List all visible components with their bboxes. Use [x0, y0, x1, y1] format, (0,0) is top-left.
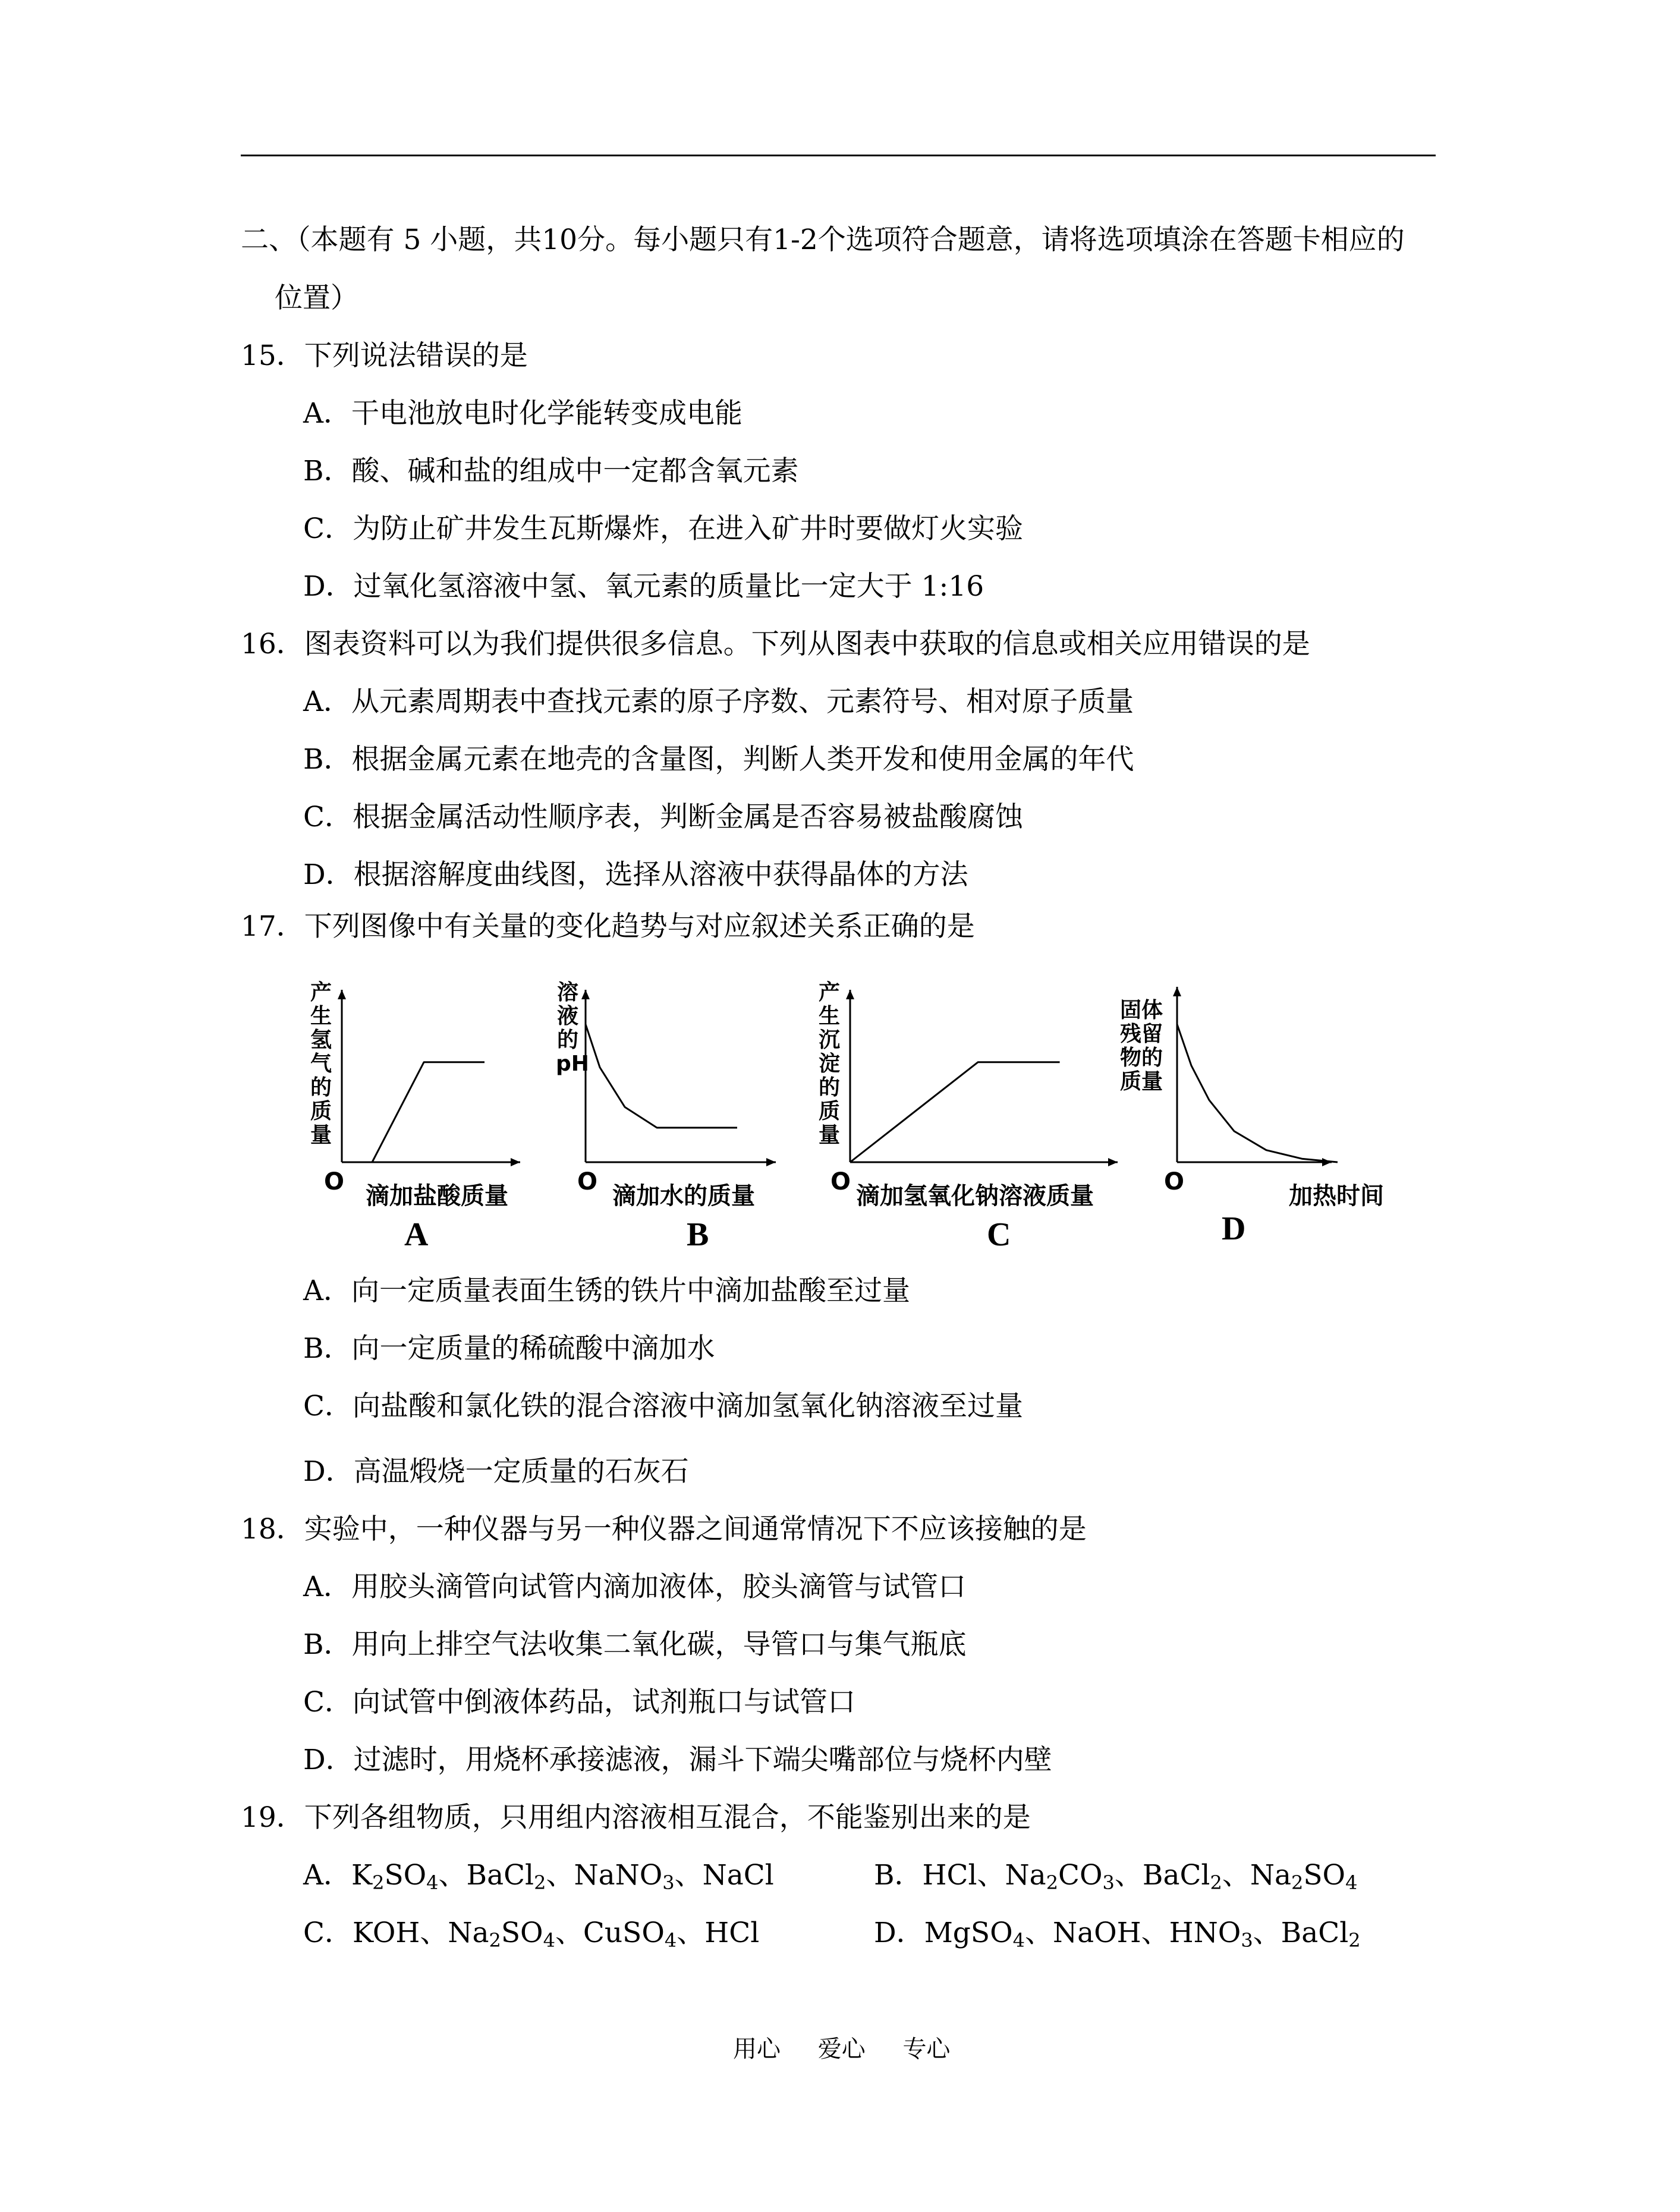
q17-stem: 17．下列图像中有关量的变化趋势与对应叙述关系正确的是 — [241, 910, 975, 943]
q18-option-d: D．过滤时，用烧杯承接滤液，漏斗下端尖嘴部位与烧杯内壁 — [303, 1744, 1052, 1776]
q17-option-a: A．向一定质量表面生锈的铁片中滴加盐酸至过量 — [303, 1275, 910, 1307]
chart-d-series-line — [1177, 1024, 1338, 1162]
q17-option-c: C．向盐酸和氯化铁的混合溶液中滴加氢氧化钠溶液至过量 — [303, 1390, 1023, 1423]
chart-d-y-arrow — [1173, 987, 1181, 996]
footer-text-1: 用心 — [733, 2035, 781, 2063]
chart-c-ylabel: 产生沉淀的质量 — [818, 980, 840, 1147]
q18-option-c: C．向试管中倒液体药品，试剂瓶口与试管口 — [303, 1686, 855, 1719]
chart-b-letter: B — [687, 1216, 709, 1253]
q16-option-b: B．根据金属元素在地壳的含量图，判断人类开发和使用金属的年代 — [303, 743, 1134, 776]
q19-stem: 19．下列各组物质，只用组内溶液相互混合，不能鉴别出来的是 — [241, 1801, 1031, 1834]
chart-d-ylabel: 固体残留物的质量 — [1119, 998, 1163, 1094]
page-footer — [733, 2030, 980, 2064]
q18-option-b: B．用向上排空气法收集二氧化碳，导管口与集气瓶底 — [303, 1628, 967, 1661]
chart-c-series-line — [850, 1062, 1060, 1162]
footer-text-3: 专心 — [902, 2035, 951, 2063]
q15-stem: 15．下列说法错误的是 — [241, 339, 528, 372]
chart-d-letter: D — [1222, 1210, 1246, 1247]
chart-c-plot — [817, 981, 1150, 1183]
chart-b-xlabel: 滴加水的质量 — [612, 1182, 755, 1210]
section-heading-cont: 位置） — [275, 282, 358, 314]
chart-d-plot — [1118, 981, 1403, 1183]
q18-option-a: A．用胶头滴管向试管内滴加液体，胶头滴管与试管口 — [303, 1571, 966, 1603]
chart-b-plot — [556, 981, 794, 1183]
chart-d-origin: O — [1164, 1168, 1185, 1195]
chart-a-series-line — [342, 1062, 485, 1162]
chart-b — [556, 981, 794, 1254]
chart-b-ylabel: 溶液的pH — [556, 980, 589, 1076]
q17-option-d: D．高温煅烧一定质量的石灰石 — [303, 1455, 689, 1488]
q19-option-d: D．MgSO$_4$、NaOH、$HNO_3$、BaCl$_2$ — [874, 1917, 1361, 1952]
chart-b-x-arrow — [766, 1158, 776, 1166]
footer-text-2: 爱心 — [817, 2035, 866, 2063]
q15-option-d: D．过氧化氢溶液中氢、氧元素的质量比一定大于 1:16 — [303, 570, 984, 603]
header-rule — [241, 155, 1436, 156]
q16-option-a: A．从元素周期表中查找元素的原子序数、元素符号、相对原子质量 — [303, 685, 1134, 718]
chart-d-xlabel: 加热时间 — [1289, 1182, 1384, 1210]
q16-option-d: D．根据溶解度曲线图，选择从溶液中获得晶体的方法 — [303, 858, 968, 891]
chart-c-y-arrow — [846, 990, 854, 999]
chart-c-letter: C — [987, 1216, 1011, 1253]
q18-stem: 18．实验中，一种仪器与另一种仪器之间通常情况下不应该接触的是 — [241, 1513, 1087, 1546]
chart-a-y-arrow — [338, 990, 346, 999]
chart-d — [1118, 981, 1403, 1254]
q17-option-b: B．向一定质量的稀硫酸中滴加水 — [303, 1332, 715, 1365]
chart-c — [817, 981, 1150, 1254]
q19-option-c: C．KOH、$Na_2SO_4$、CuSO$_4$、HCl — [303, 1917, 760, 1952]
chart-c-xlabel: 滴加氢氧化钠溶液质量 — [856, 1182, 1094, 1210]
chart-b-y-arrow — [581, 990, 590, 999]
chart-a-xlabel: 滴加盐酸质量 — [366, 1182, 508, 1210]
chart-a-x-arrow — [511, 1158, 520, 1166]
chart-a-ylabel: 产生氢气的质量 — [310, 980, 332, 1147]
chart-a-letter: A — [404, 1216, 429, 1253]
q16-option-c: C．根据金属活动性顺序表，判断金属是否容易被盐酸腐蚀 — [303, 801, 1023, 833]
q19-option-b: B．HCl、$Na_2CO_3$、BaCl$_2$、$Na_2SO_4$ — [874, 1859, 1358, 1894]
chart-c-origin: O — [830, 1168, 851, 1195]
chart-b-origin: O — [577, 1168, 598, 1195]
q15-option-b: B．酸、碱和盐的组成中一定都含氧元素 — [303, 455, 799, 487]
chart-c-x-arrow — [1108, 1158, 1118, 1166]
q16-stem: 16．图表资料可以为我们提供很多信息。下列从图表中获取的信息或相关应用错误的是 — [241, 628, 1310, 660]
q15-option-a: A．干电池放电时化学能转变成电能 — [303, 397, 743, 430]
chart-a — [309, 981, 547, 1254]
chart-a-plot — [309, 981, 547, 1183]
q19-option-a: A．$K_2SO_4$、BaCl$_2$、NaNO$_3$、NaCl — [303, 1859, 774, 1894]
chart-b-series-line — [586, 1024, 737, 1128]
section-heading: 二、（本题有 5 小题，共10分。每小题只有1-2个选项符合题意，请将选项填涂在答题卡相应的 — [241, 224, 1405, 256]
q15-option-c: C．为防止矿井发生瓦斯爆炸，在进入矿井时要做灯火实验 — [303, 512, 1023, 545]
chart-a-origin: O — [324, 1168, 345, 1195]
